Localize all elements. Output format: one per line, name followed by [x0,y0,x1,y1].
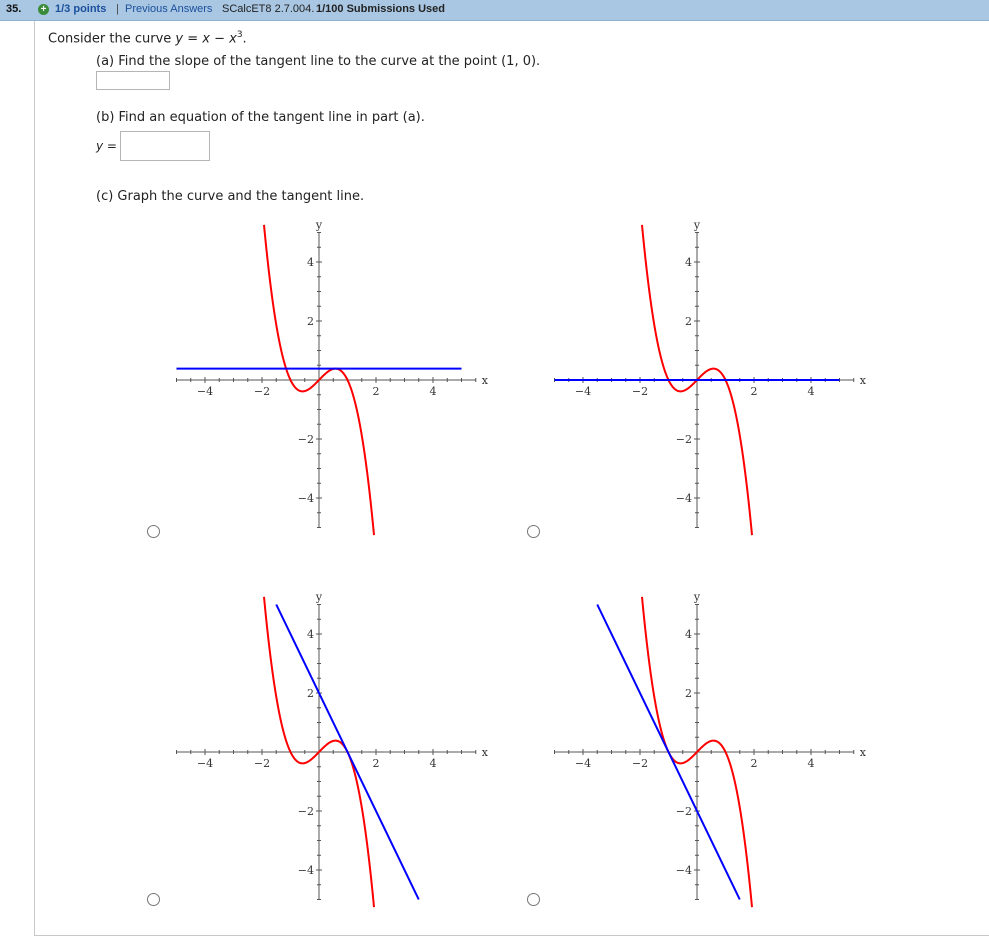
x-axis-label: x [859,374,866,387]
x-tick-label: −2 [253,757,271,770]
x-tick-label: −2 [631,757,649,770]
x-tick-label: −4 [574,385,592,398]
x-tick-label: −2 [253,385,271,398]
x-tick-label: 2 [372,757,380,770]
x-tick-label: 4 [429,385,437,398]
x-axis-label: x [859,746,866,759]
previous-answers-link[interactable]: Previous Answers [125,3,213,15]
y-axis-label: y [693,218,701,232]
graph-panel-2 [555,219,867,536]
points-label: 1/3 points [55,3,107,15]
y-tick-label: −2 [297,433,314,446]
y-tick-label: −2 [675,805,692,818]
x-tick-label: −4 [196,385,214,398]
y-tick-label: −4 [297,864,314,877]
problem-code: SCalcET8 2.7.004. [222,3,315,15]
graph-panel-4 [555,591,867,908]
intro-exponent: 3 [236,30,243,40]
part-b-text: (b) Find an equation of the tangent line in part (a). [96,110,425,125]
y-tick-label: −4 [297,492,314,505]
y-tick-label: 4 [307,256,314,269]
x-tick-label: −4 [574,757,592,770]
x-tick-label: −2 [631,385,649,398]
y-tick-label: 4 [685,628,692,641]
y-tick-label: 2 [685,315,692,328]
part-c-text: (c) Graph the curve and the tangent line. [96,189,365,204]
y-tick-label: −2 [675,433,692,446]
y-tick-label: −4 [675,864,692,877]
intro-text: Consider the curve [48,31,176,47]
graph-panel-1 [177,219,489,536]
y-tick-label: 4 [685,256,692,269]
x-tick-label: 4 [429,757,437,770]
y-tick-label: 4 [307,628,314,641]
x-tick-label: −4 [196,757,214,770]
intro-end: . [242,31,247,47]
y-axis-label: y [315,590,323,604]
x-tick-label: 2 [750,385,758,398]
x-tick-label: 4 [807,757,815,770]
submissions-used: 1/100 Submissions Used [316,3,445,15]
part-a-text: (a) Find the slope of the tangent line to the curve at the point (1, 0). [96,54,541,69]
y-tick-label: −4 [675,492,692,505]
x-axis-label: x [481,746,488,759]
y-tick-label: 2 [685,687,692,700]
x-tick-label: 2 [372,385,380,398]
y-equals-label: y = [96,139,117,153]
y-axis-label: y [693,590,701,604]
y-tick-label: 2 [307,687,314,700]
x-tick-label: 2 [750,757,758,770]
plus-icon: + [38,4,49,15]
intro-equation: y = x − x [175,31,237,47]
header-separator: | [116,3,119,15]
x-axis-label: x [481,374,488,387]
y-tick-label: 2 [307,315,314,328]
y-tick-label: −2 [297,805,314,818]
question-number: 35. [6,3,22,15]
x-tick-label: 4 [807,385,815,398]
graph-panel-3 [177,591,489,908]
y-axis-label: y [315,218,323,232]
